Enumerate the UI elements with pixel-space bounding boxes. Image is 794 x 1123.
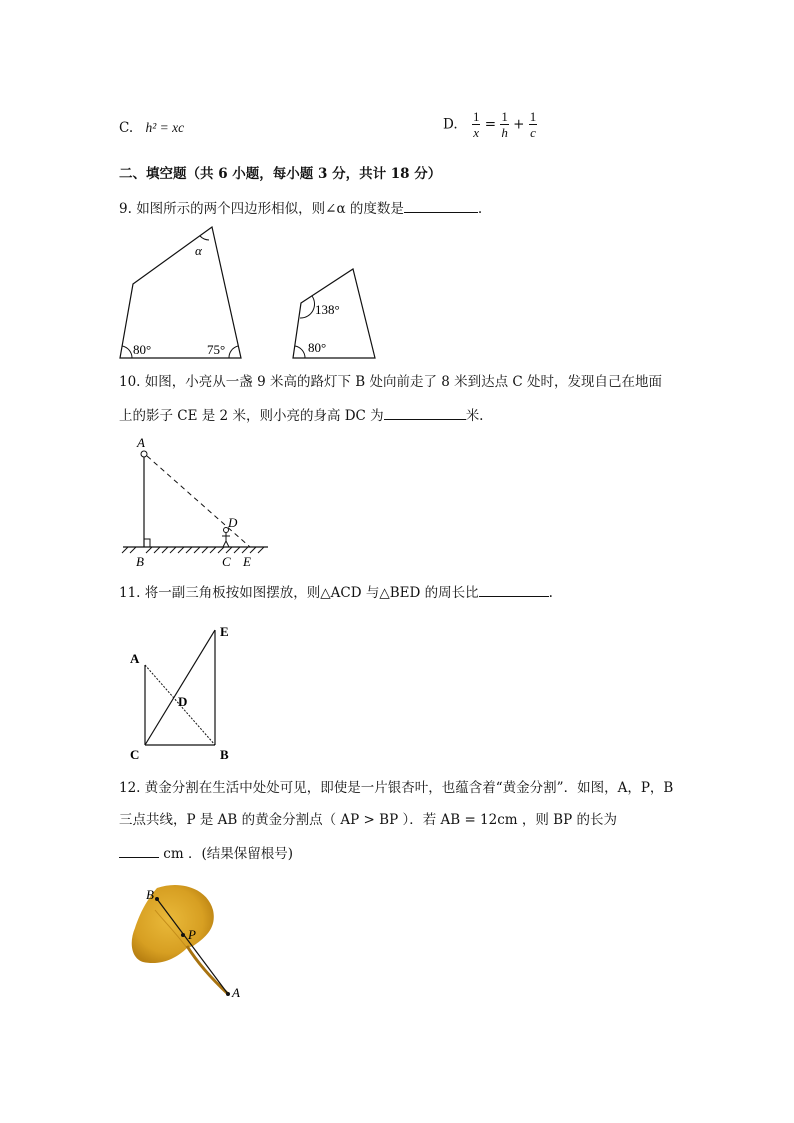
q11-answer-blank[interactable] xyxy=(479,582,549,597)
q9-end: . xyxy=(477,201,483,217)
q12-line2: 三点共线，P 是 AB 的黄金分割点（ AP > BP ）．若 AB = 12cm ，则 BP 的长为 xyxy=(119,812,617,828)
ginkgo-leaf-icon xyxy=(132,885,214,963)
q11-segment-CE xyxy=(145,630,215,745)
q11-label-C: C xyxy=(130,747,140,762)
q12-point-P xyxy=(181,933,185,937)
q12-label-A: A xyxy=(232,985,240,1000)
q12-point-B xyxy=(155,897,159,901)
option-d-frac-1: $\frac{1}{x}$ xyxy=(472,109,480,140)
q12-number: 12. xyxy=(119,780,141,796)
q10-right-angle xyxy=(144,539,150,547)
q12-label-P: P xyxy=(188,927,196,942)
option-c xyxy=(119,119,184,137)
q12-stem-1: 黄金分割在生活中处处可见，即使是一片银杏叶，也蕴含着“黄金分割”．如图，A，P，B xyxy=(144,780,674,796)
option-d-eq: = xyxy=(484,116,497,133)
q9-number: 9. xyxy=(119,201,132,217)
q10-line1 xyxy=(119,373,662,391)
q11-number: 11. xyxy=(119,585,141,601)
q9-label-80-large: 80° xyxy=(133,342,152,357)
q9-label-138: 138° xyxy=(315,302,340,317)
q11-label-A: A xyxy=(130,651,140,666)
option-d xyxy=(443,109,537,140)
q12-point-A xyxy=(226,992,230,996)
q12-label-B: B xyxy=(146,887,154,902)
q9-answer-blank[interactable] xyxy=(404,198,478,213)
q12-answer-blank[interactable] xyxy=(119,843,159,858)
q10-line2 xyxy=(119,405,483,425)
q9-figure xyxy=(110,222,400,364)
q9-arc-75 xyxy=(229,346,238,358)
q9-label-alpha: α xyxy=(195,243,202,258)
q11-end: . xyxy=(548,585,553,601)
q11-figure xyxy=(125,620,245,765)
option-d-plus: + xyxy=(513,116,525,133)
q9-label-80-small: 80° xyxy=(308,340,327,355)
q9-arc-80a xyxy=(122,346,132,358)
q11-label-E: E xyxy=(220,624,229,639)
q10-lamp xyxy=(141,451,147,457)
option-d-label: D. xyxy=(443,116,458,133)
q11-label-B: B xyxy=(220,747,229,762)
q12-line3 xyxy=(119,843,293,863)
q9-text xyxy=(119,198,482,218)
q10-label-E: E xyxy=(243,554,251,569)
q10-light-ray xyxy=(147,456,250,547)
q11-text xyxy=(119,582,553,602)
q10-label-A: A xyxy=(137,435,145,450)
option-c-label: C. xyxy=(119,120,134,136)
q9-arc-80b xyxy=(295,346,305,358)
q10-person-icon xyxy=(222,528,230,548)
q9-stem: 如图所示的两个四边形相似，则∠α 的度数是 xyxy=(136,201,404,217)
q10-answer-blank[interactable] xyxy=(384,405,466,420)
option-c-formula: h² = xc xyxy=(145,120,185,135)
section-title: 二、填空题（共 6 小题，每小题 3 分，共计 18 分） xyxy=(119,166,442,182)
option-d-frac-3: $\frac{1}{c}$ xyxy=(529,109,537,140)
q10-label-B: B xyxy=(136,554,144,569)
option-d-frac-2: $\frac{1}{h}$ xyxy=(501,109,508,140)
q9-label-75: 75° xyxy=(207,342,226,357)
q10-ground-hatch xyxy=(122,547,264,553)
ginkgo-stem xyxy=(187,946,228,994)
q12-line1 xyxy=(119,779,673,797)
q9-quad-large xyxy=(120,227,241,358)
q10-stem-1: 如图，小亮从一盏 9 米高的路灯下 B 处向前走了 8 米到达点 C 处时，发现自己在地面 xyxy=(144,374,663,390)
q10-label-C: C xyxy=(222,554,231,569)
q12-ginkgo-figure xyxy=(125,880,255,1005)
q9-arc-alpha xyxy=(200,236,209,240)
q10-stem-2: 上的影子 CE 是 2 米，则小亮的身高 DC 为 xyxy=(119,408,384,424)
q11-label-D: D xyxy=(178,694,188,709)
q11-stem: 将一副三角板按如图摆放，则△ACD 与△BED 的周长比 xyxy=(144,585,479,601)
q10-unit: 米. xyxy=(465,408,484,424)
q12-stem-3: cm ．(结果保留根号) xyxy=(163,846,293,862)
q10-label-D: D xyxy=(228,515,238,530)
q10-figure xyxy=(118,432,278,572)
q10-number: 10. xyxy=(119,374,141,390)
